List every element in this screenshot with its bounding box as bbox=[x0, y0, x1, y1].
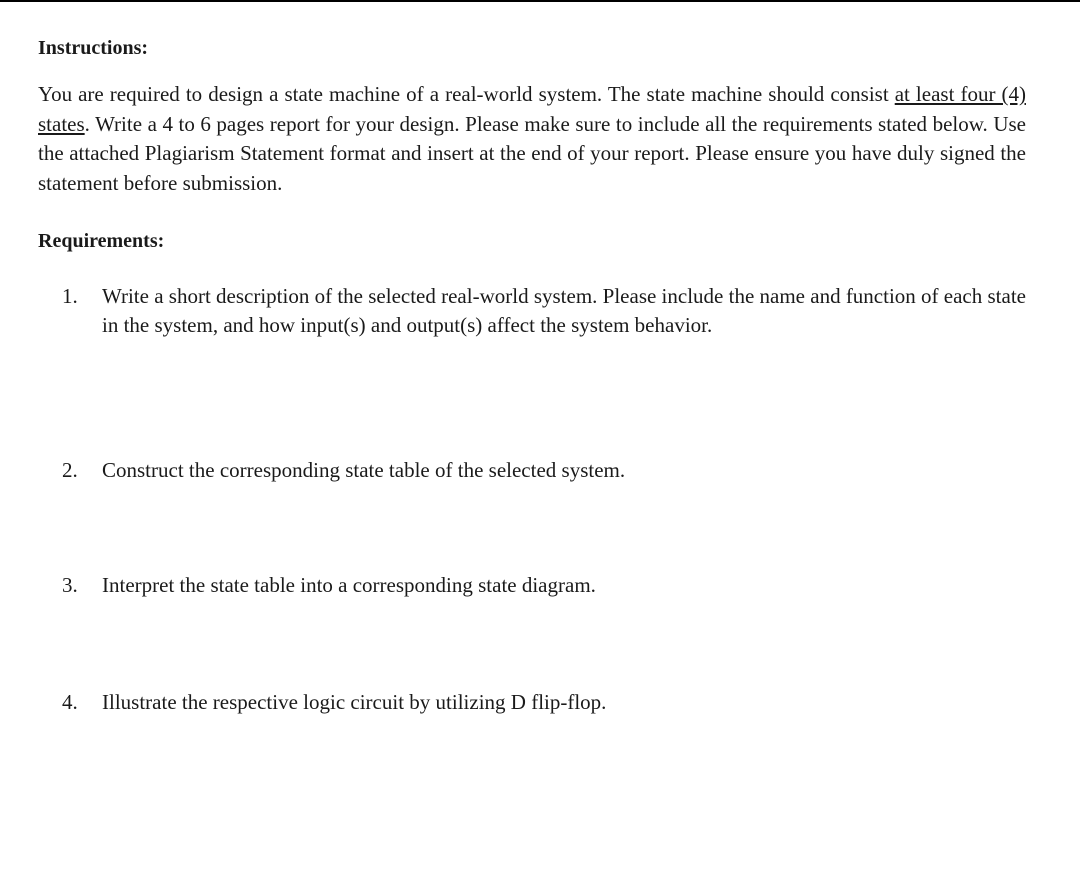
requirement-item-4 bbox=[62, 688, 1026, 717]
instructions-heading: Instructions: bbox=[38, 37, 149, 59]
requirement-item-3 bbox=[62, 571, 1026, 600]
intro-underlined-text: at least four (4) states bbox=[38, 82, 1026, 136]
requirement-number: 4. bbox=[62, 690, 78, 714]
requirement-item-2 bbox=[62, 456, 1026, 485]
requirement-item-1 bbox=[62, 282, 1026, 339]
top-border-line bbox=[0, 0, 1080, 2]
requirement-number: 3. bbox=[62, 573, 78, 597]
requirement-text: Construct the corresponding state table of the selected system. bbox=[102, 458, 626, 482]
requirement-text: Write a short description of the selected real-world system. Please include the name and function of each state in the system, and how input(s) and output(s) affect the system behavior. bbox=[102, 284, 1026, 337]
requirement-number: 1. bbox=[62, 284, 78, 308]
requirements-heading: Requirements: bbox=[38, 230, 165, 252]
intro-text-start: You are required to design a state machine of a real-world system. The state machine should consist bbox=[38, 82, 895, 106]
requirement-text: Interpret the state table into a corresponding state diagram. bbox=[102, 573, 596, 597]
requirement-text: Illustrate the respective logic circuit by utilizing D flip-flop. bbox=[102, 690, 607, 714]
instructions-paragraph bbox=[38, 80, 1026, 198]
requirement-number: 2. bbox=[62, 458, 78, 482]
intro-text-end: . Write a 4 to 6 pages report for your design. Please make sure to include all the requirements stated below. Use the attached Plagiarism Statement format and insert at the end of your report. Please ensure you have duly signed the statement before submission. bbox=[38, 111, 1026, 195]
